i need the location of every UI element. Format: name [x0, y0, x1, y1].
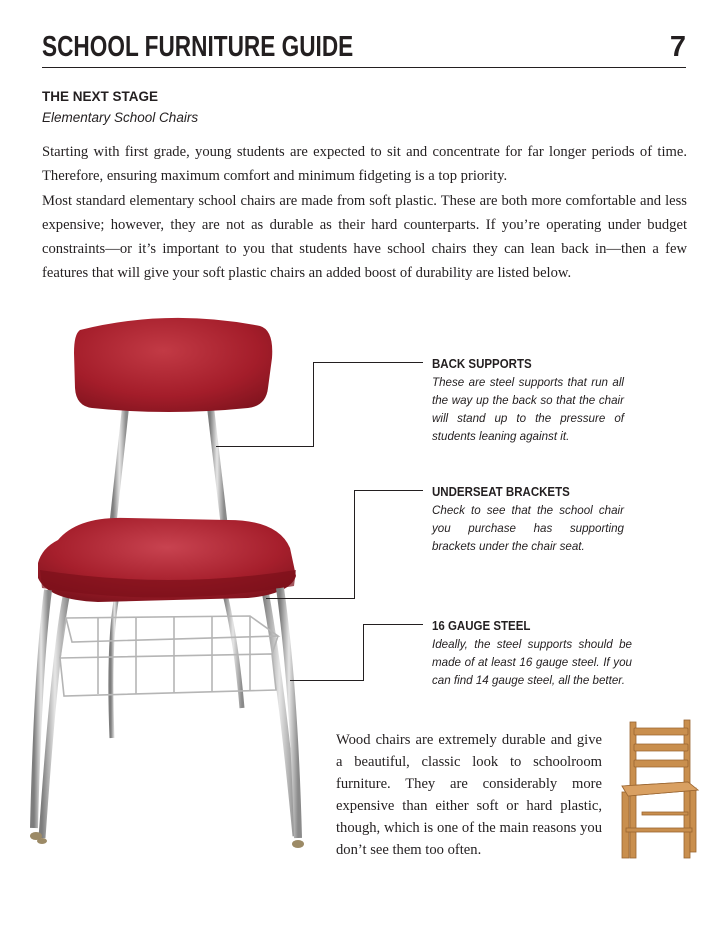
back-supports-leader-top: [313, 362, 423, 363]
callout-title: BACK SUPPORTS: [432, 357, 532, 371]
section-title: THE NEXT STAGE: [42, 89, 159, 104]
callout-16-gauge-steel: [432, 618, 632, 690]
steel-gauge-leader: [290, 624, 364, 681]
callout-text: These are steel supports that run all the way up the back so that the chair will stand up to the pressure of students leaning against it.: [432, 376, 624, 443]
underseat-brackets-leader-top: [354, 490, 423, 491]
underseat-brackets-leader: [266, 490, 355, 599]
steel-gauge-leader-top: [363, 624, 423, 625]
callout-title: UNDERSEAT BRACKETS: [432, 485, 570, 499]
callout-title: 16 GAUGE STEEL: [432, 619, 531, 633]
callout-underseat-brackets: [432, 484, 624, 556]
callout-back-supports: [432, 356, 624, 446]
callout-text: Ideally, the steel supports should be made of at least 16 gauge steel. If you can find 14 gauge steel, all the better.: [432, 638, 632, 687]
back-supports-leader: [216, 362, 314, 447]
section-subtitle: Elementary School Chairs: [42, 110, 199, 125]
callout-text: Check to see that the school chair you purchase has supporting brackets under the chair seat.: [432, 504, 624, 553]
intro-paragraph: Starting with first grade, young students are expected to sit and concentrate for far longer periods of time. Therefore, ensuring maximum comfort and minimum fidgeting is a top priority.: [42, 144, 687, 184]
guide-title: SCHOOL FURNITURE GUIDE: [42, 31, 354, 63]
wood-chair-image: [618, 716, 700, 864]
plastic-paragraph: Most standard elementary school chairs are made from soft plastic. These are both more comfortable and less expensive; however, they are not as durable as their hard counterparts. If you’re operating under budget constraints—or it’s important to you that students have school chairs they can lean back in—then a few features that will give your soft plastic chairs an added boost of durability are listed below.: [42, 193, 687, 281]
page-number: 7: [669, 31, 686, 63]
header-divider: [42, 67, 686, 68]
wood-chairs-paragraph: Wood chairs are extremely durable and give a beautiful, classic look to schoolroom furniture. They are considerably more expensive than either soft or hard plastic, though, which is one of the main reasons you don’t see them too often.: [336, 732, 602, 858]
